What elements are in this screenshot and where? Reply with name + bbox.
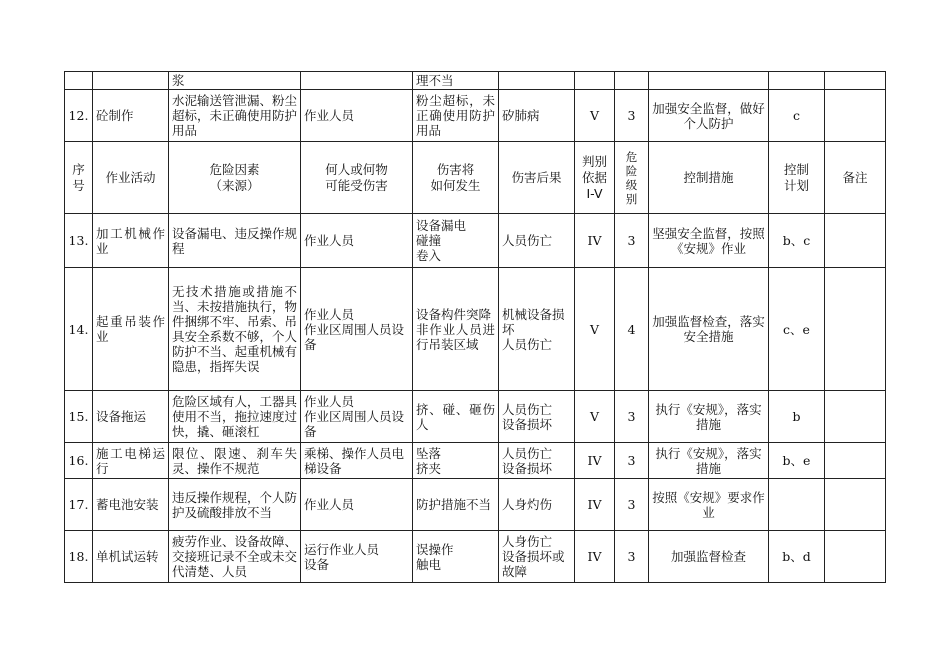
table-row (65, 72, 886, 90)
row-how: 设备构件突降 非作业人员进行吊装区域 (413, 268, 499, 391)
row-number: 14. (65, 268, 93, 391)
row-consequence: 人身伤亡 设备损坏或故障 (499, 531, 575, 583)
row-consequence: 人身灼伤 (499, 479, 575, 531)
row-level: 3 (615, 391, 649, 443)
row-activity: 蓄电池安装 (93, 479, 169, 531)
row-remark (825, 479, 886, 531)
row-activity: 加工机械作业 (93, 214, 169, 268)
row-level (615, 72, 649, 90)
row-activity: 施工电梯运行 (93, 443, 169, 479)
row-activity (93, 72, 169, 90)
header-how: 伤害将 如何发生 (413, 142, 499, 214)
row-remark (825, 531, 886, 583)
row-who: 作业人员 (301, 214, 413, 268)
table-row (65, 443, 886, 479)
row-level: 4 (615, 268, 649, 391)
table-row (65, 479, 886, 531)
row-basis: V (575, 391, 615, 443)
row-how: 防护措施不当 (413, 479, 499, 531)
row-hazard: 疲劳作业、设备故障、交接班记录不全或未交代清楚、人员 (169, 531, 301, 583)
row-plan: c (769, 90, 825, 142)
row-number: 17. (65, 479, 93, 531)
row-activity: 起重吊装作业 (93, 268, 169, 391)
row-measure: 加强安全监督，做好个人防护 (649, 90, 769, 142)
row-consequence: 机械设备损坏 人员伤亡 (499, 268, 575, 391)
row-plan: b (769, 391, 825, 443)
row-hazard: 违反操作规程，个人防护及硫酸排放不当 (169, 479, 301, 531)
row-measure: 按照《安规》要求作业 (649, 479, 769, 531)
row-consequence: 人员伤亡 (499, 214, 575, 268)
row-hazard: 无技术措施或措施不当、未按措施执行，物件捆绑不牢、吊索、吊具安全系数不够，个人防护不当、起重机械有隐患，指挥失误 (169, 268, 301, 391)
row-remark (825, 90, 886, 142)
row-number: 12. (65, 90, 93, 142)
row-plan: b、c (769, 214, 825, 268)
row-basis (575, 72, 615, 90)
row-activity: 设备拖运 (93, 391, 169, 443)
row-activity: 单机试运转 (93, 531, 169, 583)
row-basis: IV (575, 531, 615, 583)
row-level: 3 (615, 531, 649, 583)
header-seq: 序 号 (65, 142, 93, 214)
row-remark (825, 268, 886, 391)
row-remark (825, 443, 886, 479)
row-consequence (499, 72, 575, 90)
row-basis: V (575, 268, 615, 391)
row-plan (769, 72, 825, 90)
table-row (65, 214, 886, 268)
row-basis: IV (575, 443, 615, 479)
table-row (65, 531, 886, 583)
row-consequence: 矽肺病 (499, 90, 575, 142)
row-measure: 加强监督检查，落实安全措施 (649, 268, 769, 391)
row-level: 3 (615, 214, 649, 268)
row-remark (825, 72, 886, 90)
row-level: 3 (615, 443, 649, 479)
row-how: 粉尘超标，未正确使用防护用品 (413, 90, 499, 142)
header-consequence: 伤害后果 (499, 142, 575, 214)
row-hazard: 设备漏电、违反操作规程 (169, 214, 301, 268)
header-who: 何人或何物 可能受伤害 (301, 142, 413, 214)
row-basis: IV (575, 479, 615, 531)
risk-assessment-table (64, 71, 886, 583)
row-plan (769, 479, 825, 531)
row-who: 作业人员 (301, 90, 413, 142)
row-measure: 执行《安规》，落实措施 (649, 443, 769, 479)
row-remark (825, 214, 886, 268)
header-level: 危 险 级 别 (615, 142, 649, 214)
row-measure: 坚强安全监督，按照《安规》作业 (649, 214, 769, 268)
row-how: 误操作 触电 (413, 531, 499, 583)
header-activity: 作业活动 (93, 142, 169, 214)
row-basis: V (575, 90, 615, 142)
row-hazard: 水泥输送管泄漏、粉尘超标，未正确使用防护用品 (169, 90, 301, 142)
row-who (301, 72, 413, 90)
row-consequence: 人员伤亡 设备损坏 (499, 443, 575, 479)
row-number: 18. (65, 531, 93, 583)
table-header-row (65, 142, 886, 214)
row-measure: 加强监督检查 (649, 531, 769, 583)
row-number: 13. (65, 214, 93, 268)
row-number: 16. (65, 443, 93, 479)
table-row (65, 391, 886, 443)
row-who: 作业人员 作业区周围人员设备 (301, 268, 413, 391)
row-measure: 执行《安规》，落实措施 (649, 391, 769, 443)
row-hazard: 危险区域有人，工器具使用不当，拖拉速度过快，撬、砸滚杠 (169, 391, 301, 443)
table-row (65, 268, 886, 391)
header-remark: 备注 (825, 142, 886, 214)
row-how: 坠落 挤夹 (413, 443, 499, 479)
table-row (65, 90, 886, 142)
row-activity: 砼制作 (93, 90, 169, 142)
row-number (65, 72, 93, 90)
row-plan: c、e (769, 268, 825, 391)
row-who: 运行作业人员 设备 (301, 531, 413, 583)
row-who: 作业人员 (301, 479, 413, 531)
row-level: 3 (615, 479, 649, 531)
row-plan: b、e (769, 443, 825, 479)
row-who: 乘梯、操作人员电梯设备 (301, 443, 413, 479)
row-how: 理不当 (413, 72, 499, 90)
row-plan: b、d (769, 531, 825, 583)
header-basis: 判别 依据 I-V (575, 142, 615, 214)
header-hazard: 危险因素 （来源） (169, 142, 301, 214)
row-consequence: 人员伤亡 设备损坏 (499, 391, 575, 443)
row-hazard: 限位、限速、刹车失灵、操作不规范 (169, 443, 301, 479)
row-number: 15. (65, 391, 93, 443)
row-remark (825, 391, 886, 443)
row-level: 3 (615, 90, 649, 142)
row-who: 作业人员 作业区周围人员设备 (301, 391, 413, 443)
row-basis: IV (575, 214, 615, 268)
header-plan: 控制 计划 (769, 142, 825, 214)
row-how: 挤、碰、砸伤人 (413, 391, 499, 443)
header-measure: 控制措施 (649, 142, 769, 214)
row-how: 设备漏电 碰撞 卷入 (413, 214, 499, 268)
row-measure (649, 72, 769, 90)
row-hazard: 浆 (169, 72, 301, 90)
